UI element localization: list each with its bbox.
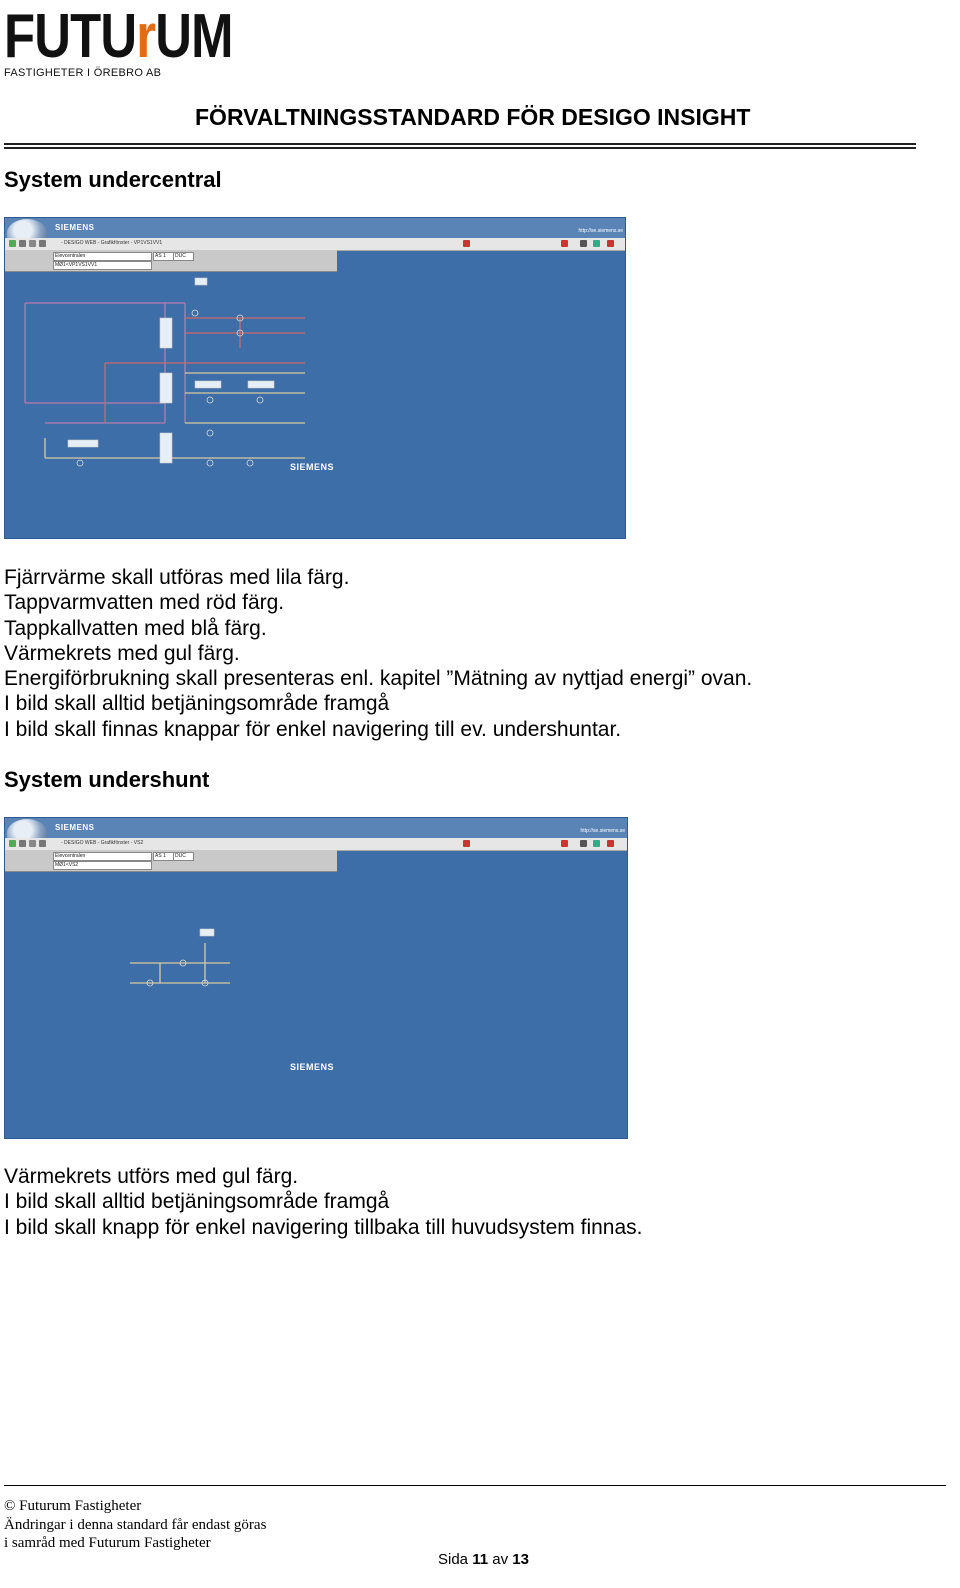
screen-window-title: - DESIGO WEB - Grafikfönster - VP1VS1VV1 — [61, 240, 163, 246]
text-line: Fjärrvärme skall utföras med lila färg. — [4, 566, 350, 589]
header-rule-secondary — [4, 147, 916, 149]
text-line: Värmekrets med gul färg. — [4, 641, 240, 665]
page-number: Sida 11 av 13 — [438, 1551, 529, 1568]
footer-notice — [4, 1497, 266, 1553]
refresh-icon — [29, 840, 36, 847]
alarm-count-icon — [561, 240, 568, 247]
text-line: I bild skall finnas knappar för enkel navigering till ev. undershuntar. — [4, 717, 622, 741]
nav-field-as: AS 1 — [153, 252, 174, 261]
screen-header-bar — [5, 818, 627, 838]
nav-field-location: Elevcentralen — [53, 852, 152, 861]
footer-line: © Futurum Fastigheter — [4, 1498, 142, 1514]
alarm-icon — [463, 240, 470, 247]
help-icon — [593, 240, 600, 247]
text-line: Värmekrets utförs med gul färg. — [4, 1165, 299, 1188]
section2-text — [4, 1164, 643, 1240]
logo-subtitle: FASTIGHETER I ÖREBRO AB — [4, 67, 162, 79]
nav-field-duc: DUC — [173, 252, 194, 261]
text-line: I bild skall alltid betjäningsområde framgå — [4, 692, 390, 716]
close-icon — [607, 840, 614, 847]
nav-field-location: Elevcentralen — [53, 252, 152, 261]
screen-nav-panel — [5, 850, 337, 872]
screenshot-undercentral — [4, 217, 626, 539]
text-line: I bild skall alltid betjäningsområde framgå — [4, 1190, 390, 1214]
close-icon — [607, 240, 614, 247]
section1-text — [4, 565, 752, 742]
help-icon — [593, 840, 600, 847]
section-heading-undercentral: System undercentral — [4, 167, 222, 192]
screen-footer-brand: SIEMENS — [290, 462, 335, 472]
alarm-icon — [463, 840, 470, 847]
back-icon — [9, 840, 16, 847]
screen-url: http://se.siemens.se — [578, 228, 623, 234]
home-icon — [39, 840, 46, 847]
text-line: Energiförbrukning skall presenteras enl. kapitel ”Mätning av nyttjad energi” ovan. — [4, 667, 753, 691]
home-icon — [39, 240, 46, 247]
back-icon — [9, 240, 16, 247]
futurum-logo — [4, 2, 233, 82]
screenshot-undershunt — [4, 817, 628, 1139]
system-diagram-undercentral — [5, 273, 625, 538]
footer-line: Ändringar i denna standard får endast göras — [4, 1516, 267, 1533]
footer-line: i samråd med Futurum Fastigheter — [4, 1535, 211, 1551]
alarm-count-icon — [561, 840, 568, 847]
text-line: Tappkallvatten med blå färg. — [4, 616, 267, 640]
section-heading-undershunt: System undershunt — [4, 767, 210, 792]
nav-field-as: AS 1 — [153, 852, 174, 861]
nav-field-path: MØ1<VP1VS1VV1 — [53, 261, 152, 270]
nav-field-duc: DUC — [173, 852, 194, 861]
screen-nav-panel — [5, 250, 337, 272]
logo-wordmark: FUTUrUM — [4, 2, 233, 71]
refresh-icon — [29, 240, 36, 247]
screen-window-title: - DESIGO WEB - Grafikfönster - VS2 — [61, 840, 144, 846]
text-line: Tappvarmvatten med röd färg. — [4, 591, 285, 615]
document-title: FÖRVALTNINGSSTANDARD FÖR DESIGO INSIGHT — [195, 104, 751, 130]
screen-brand: SIEMENS — [55, 223, 95, 232]
text-line: I bild skall knapp för enkel navigering tillbaka till huvudsystem finnas. — [4, 1215, 643, 1239]
screen-footer-brand: SIEMENS — [290, 1062, 335, 1072]
nav-field-path: MØ1<VS2 — [53, 861, 152, 870]
header-rule — [4, 143, 916, 145]
forward-icon — [19, 840, 26, 847]
print-icon — [580, 240, 587, 247]
footer-rule — [4, 1485, 946, 1486]
print-icon — [580, 840, 587, 847]
forward-icon — [19, 240, 26, 247]
system-diagram-undershunt — [5, 873, 627, 1138]
screen-brand: SIEMENS — [55, 823, 95, 832]
screen-url: http://se.siemens.se — [580, 828, 625, 834]
screen-header-bar — [5, 218, 625, 238]
